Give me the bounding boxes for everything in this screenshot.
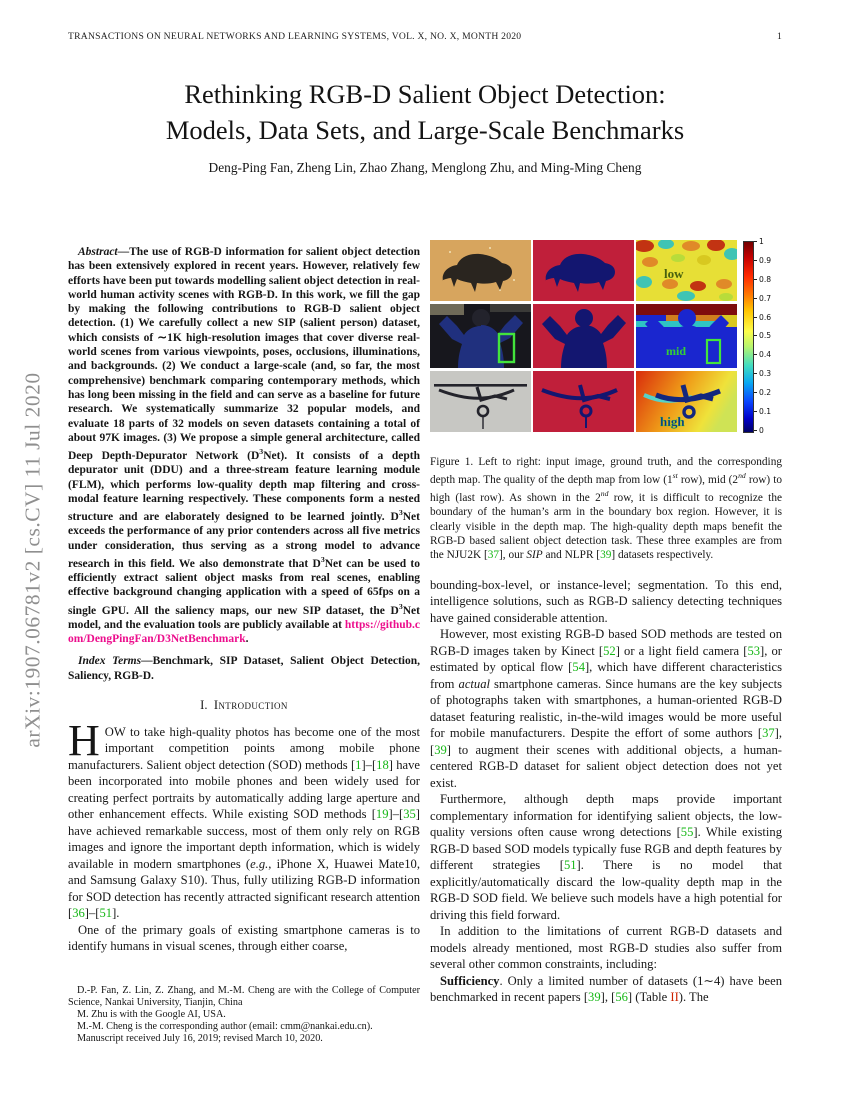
left-column [68,245,420,1057]
colorbar-tick [754,351,771,358]
colorbar-tick [754,314,771,321]
right-column [430,237,782,1006]
figure-1 [430,237,782,435]
citation-link[interactable]: 37 [487,549,500,562]
depth-label-low: low [664,266,684,281]
citation-link[interactable]: 56 [615,990,628,1005]
depth-label-mid: mid [666,344,687,358]
colorbar-tick [754,370,771,377]
colorbar-tick-label: 0 [759,425,764,435]
footnote-line: D.-P. Fan, Z. Lin, Z. Zhang, and M.-M. Cheng are with the College of Computer Science, Nankai University, Tianjin, China [68,985,420,1008]
authors-line: Deng-Ping Fan, Zheng Lin, Zhao Zhang, Menglong Zhu, and Ming-Ming Cheng [208,160,642,175]
citation-link[interactable]: 37 [762,726,775,741]
intro-paragraph-1: HOW to take high-quality photos has become one of the most important competition points among mobile phone manufacturers. Salient object detection (SOD) methods [1]–[18] have been incorporated into mobile phones and been widely used for creating perfect portraits by automatically adding large aperture and other enhancement effects. While existing SOD methods [19]–[35] have achieved remarkable success, most of them only rely on RGB images and ignore the important depth information, which is widely available in modern smartphones (e.g., iPhone X, Huawei Mate10, and Samsung Galaxy S10). Thus, fully utilizing RGB-D information for SOD detection has recently attracted significant research attention [36]–[51]. [68,715,420,921]
colorbar-tick-label: 0.2 [759,388,772,398]
section-title: Introduction [213,697,288,712]
colorbar-tick-label: 0.8 [759,274,772,284]
citation-link[interactable]: 35 [403,807,416,822]
footnote-line: M. Zhu is with the Google AI, USA. [77,1009,226,1020]
journal-title: TRANSACTIONS ON NEURAL NETWORKS AND LEARNING SYSTEMS, VOL. X, NO. X, MONTH 2020 [68,31,522,42]
depth-map-row2 [636,304,737,368]
citation-link[interactable]: 36 [72,906,85,921]
figure-row-3 [430,371,737,432]
colorbar-gradient [743,241,754,433]
citation-link[interactable]: 51 [99,906,113,921]
colorbar-tick-mark [754,392,757,393]
right-column-body [430,577,782,1006]
colorbar-tick-mark [754,335,757,336]
colorbar-tick-mark [754,411,757,412]
figure-1-caption: Figure 1. Left to right: input image, ground truth, and the corresponding depth map. The quality of the depth map from low (1st row), mid (2nd row) to high (last row). As shown in the 2nd row, it is difficult to recognize the boundary of the human’s arm in the boundary box region. However, it is clearly visible in the depth map. The high-quality depth maps benefit the RGB-D based salient object detection task. These three examples are from the NJU2K [37], our SIP and NLPR [39] datasets respectively. [430,456,782,562]
colorbar-tick-label: 0.4 [759,350,772,360]
colorbar-tick-label: 0.3 [759,369,772,379]
body-paragraph-3: Furthermore, although depth maps provide important complementary information for identifying salient objects, the low-quality versions often cause wrong detections [55]. While existing RGB-D based SOD models typically fuse RGB and depth features by different strategies [51]. There is no model that explicitly/automatically discard the low-quality depth map in the RGB-D SOD field. We believe such models have a high potential for driving this field forward. [430,792,782,922]
citation-link[interactable]: 54 [572,660,585,675]
input-image-row3 [430,371,531,432]
running-header [68,31,782,42]
colorbar-tick [754,332,771,339]
footnote-block [68,985,420,1045]
section-heading-introduction [68,698,420,713]
colorbar-tick-label: 1 [759,237,764,246]
colorbar-tick-mark [754,354,757,355]
external-link[interactable]: https://github.com/DengPingFan/D3NetBenchmark [68,618,420,646]
body-paragraph-sufficiency: Sufficiency. Only a limited number of datasets (1∼4) have been benchmarked in recent papers [39], [56] (Table II). The [430,973,782,1005]
input-image-row1 [430,240,531,301]
colorbar-tick-mark [754,373,757,374]
body-paragraph-2: However, most existing RGB-D based SOD methods are tested on RGB-D images taken by Kinect [52] or a light field camera [53], or estimated by optical flow [54], which have different characteristics from actual smartphone cameras. Since humans are the key subjects of photographs taken with smartphones, a human-oriented RGB-D dataset featuring realistic, in-the-wild images would be more useful for mobile manufacturers. Despite the effort of some authors [37], [39] to augment their scenes with additional objects, a human-centered RGB-D dataset for salient object detection does not yet exist. [430,627,782,790]
ground-truth-row1 [533,240,634,301]
citation-link[interactable]: 39 [600,549,612,562]
arxiv-watermark: arXiv:1907.06781v2 [cs.CV] 11 Jul 2020 [20,372,45,748]
citation-link[interactable]: 18 [376,757,389,772]
body-paragraph-continuation: bounding-box-level, or instance-level; segmentation. To this end, intelligence solutions, such as RGB-D saliency detecting techniques have gained considerable attention. [430,577,782,625]
colorbar-tick [754,238,771,245]
intro-paragraph-2: One of the primary goals of existing smartphone cameras is to identify humans in visual scenes, through either coarse, [68,922,420,954]
colorbar-tick [754,276,771,283]
citation-link[interactable]: 39 [434,742,447,757]
colorbar-tick [754,257,771,264]
section-number: I. [200,697,208,712]
figure-row-1 [430,240,737,301]
colorbar-tick [754,389,771,396]
colorbar-tick [754,427,771,434]
colorbar-tick [754,408,771,415]
colorbar-tick-mark [754,298,757,299]
body-paragraph-4: In addition to the limitations of current RGB-D datasets and models already mentioned, most RGB-D studies also suffer from several other common constraints, including: [430,924,782,972]
citation-link[interactable]: 51 [563,858,577,873]
colorbar-tick-mark [754,241,757,242]
ground-truth-row3 [533,371,634,432]
citation-link[interactable]: 53 [747,643,761,658]
colorbar-tick-mark [754,260,757,261]
ground-truth-row2 [533,304,634,368]
colorbar-tick-mark [754,317,757,318]
table-reference-link[interactable]: II [670,990,679,1005]
colorbar-tick-mark [754,430,757,431]
index-terms-paragraph: Index Terms—Benchmark, SIP Dataset, Salient Object Detection, Saliency, RGB-D. [68,655,420,682]
colorbar-tick-label: 0.5 [759,331,772,341]
colorbar-tick [754,295,771,302]
colorbar-tick-mark [754,279,757,280]
footnote-line: Manuscript received July 16, 2019; revised March 10, 2020. [77,1033,323,1044]
colorbar-tick-label: 0.7 [759,293,772,303]
colorbar-tick-label: 0.6 [759,312,772,322]
citation-link[interactable]: 52 [603,643,616,658]
citation-link[interactable]: 1 [355,757,362,772]
depth-map-row1 [636,240,737,301]
colorbar-tick-label: 0.9 [759,255,772,265]
citation-link[interactable]: 39 [588,990,601,1005]
paper-title-line2: Models, Data Sets, and Large-Scale Benchmarks [165,115,685,145]
citation-link[interactable]: 55 [680,825,694,840]
figure-image-grid [430,240,737,432]
figure-row-2 [430,304,737,368]
paper-title [0,76,850,148]
abstract-paragraph: Abstract—The use of RGB-D information for salient object detection has been extensively explored in recent years. However, relatively few efforts have been put towards modelling salient object detection in real-world human activity scenes with RGB-D. In this work, we fill the gap by making the following contributions to RGB-D salient object detection. (1) We carefully collect a new SIP (salient person) dataset, which consists of ∼1K high-resolution images that cover diverse real-world scenes from various viewpoints, poses, occlusions, illuminations, and backgrounds. (2) We conduct a large-scale (and, so far, the most comprehensive) benchmark comparing contemporary methods, which has long been missing in the field and can serve as a baseline for future research. We systematically summarize 32 popular models, and evaluate 18 parts of 32 models on seven datasets containing a total of about 97K images. (3) We propose a simple general architecture, called Deep Depth-Depurator Network $(D^3Net)$. It consists of a depth depurator unit (DDU) and a three-stream feature learning module (FLM), which performs low-quality depth map filtering and cross-modal feature learning respectively. These components form a nested structure and are elaborately designed to be learned jointly. $D^3Net$ exceeds the performance of any prior contenders across all five metrics under consideration, thus serving as a strong model to advance research in this field. We also demonstrate that $D^3Net$ can be used to efficiently extract salient object masks from real scenes, enabling effective background changing application with a speed of 65fps on a single GPU. All the saliency maps, our new SIP dataset, the $D^3Net$ model, and the evaluation tools are publicly available at https://github.com/DengPingFan/D3NetBenchmark. [68,246,420,646]
page-number: 1 [776,31,782,42]
colorbar-ticks [754,238,771,434]
depth-label-high: high [660,414,685,429]
dropcap-letter: H [68,715,100,765]
colorbar-tick-label: 0.1 [759,407,772,417]
depth-map-row3 [636,371,737,432]
citation-link[interactable]: 19 [375,807,389,822]
paper-title-line1: Rethinking RGB-D Salient Object Detection: [184,79,666,109]
footnote-line: M.-M. Cheng is the corresponding author (email: cmm@nankai.edu.cn). [77,1021,373,1032]
input-image-row2 [430,304,531,368]
